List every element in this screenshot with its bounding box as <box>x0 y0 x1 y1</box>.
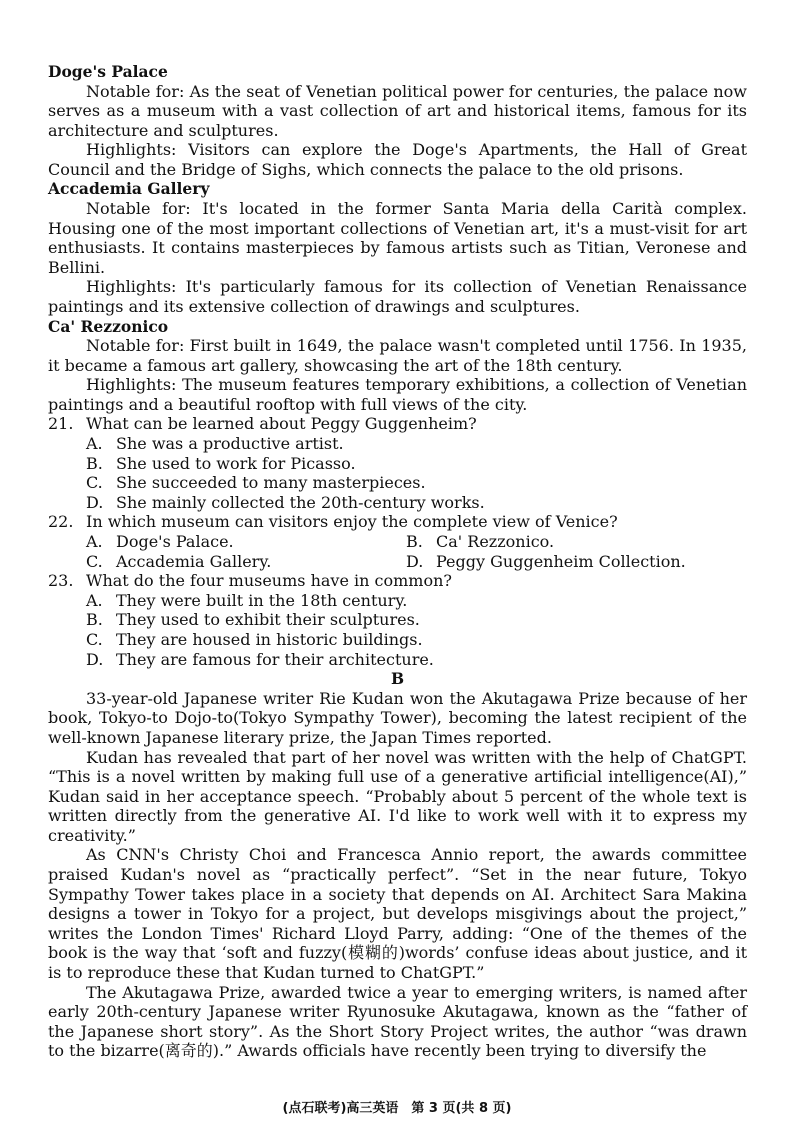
option-b <box>48 610 747 630</box>
option-text: Peggy Guggenheim Collection. <box>436 551 686 571</box>
option-b <box>48 454 747 474</box>
option-letter: A. <box>86 531 103 551</box>
option-a <box>86 532 406 552</box>
option-text: Ca' Rezzonico. <box>436 531 555 551</box>
option-text: She succeeded to many masterpieces. <box>116 473 426 493</box>
notable-for-paragraph: Notable for: As the seat of Venetian political power for centuries, the palace now serves as a museum with a vast collection of art and historical items, famous for its architecture and sculptures. <box>48 81 747 140</box>
option-c <box>48 630 747 650</box>
document-page <box>48 62 747 1061</box>
question-21 <box>48 414 747 512</box>
option-text: They used to exhibit their sculptures. <box>116 610 420 630</box>
option-letter: D. <box>86 492 104 512</box>
museum-ca-rezzonico <box>48 317 747 415</box>
option-text: They are famous for their architecture. <box>116 649 434 669</box>
option-c <box>48 473 747 493</box>
option-d <box>48 650 747 670</box>
passage-paragraph: As CNN's Christy Choi and Francesca Annio report, the awards committee praised Kudan's novel as “practically perfect”. “Set in the near future, Tokyo Sympathy Tower takes place in a society that depends on AI. Architect Sara Makina designs a tower in Tokyo for a project, but develops misgivings about the project,” writes the London Times' Richard Lloyd Parry, adding: “One of the themes of the book is the way that ‘soft and fuzzy(模糊的)words’ confuse ideas about justice, and it is to reproduce these that Kudan turned to ChatGPT.” <box>48 845 747 983</box>
highlights-paragraph: Highlights: Visitors can explore the Doge's Apartments, the Hall of Great Council and the Bridge of Sighs, which connects the palace to the old prisons. <box>48 140 747 179</box>
question-number: 23. <box>48 571 74 591</box>
option-text: She mainly collected the 20th-century works. <box>116 492 485 512</box>
question-stem <box>48 571 747 591</box>
option-row <box>48 532 747 552</box>
option-a <box>48 591 747 611</box>
option-letter: B. <box>86 610 103 630</box>
passage-paragraph: 33-year-old Japanese writer Rie Kudan won the Akutagawa Prize because of her book, Tokyo-to Dojo-to(Tokyo Sympathy Tower), becoming the latest recipient of the well-known Japanese literary prize, the Japan Times reported. <box>48 688 747 747</box>
museum-accademia-gallery <box>48 179 747 316</box>
option-letter: D. <box>406 551 424 571</box>
museum-heading: Ca' Rezzonico <box>48 316 169 336</box>
option-letter: A. <box>86 434 103 453</box>
highlights-paragraph: Highlights: The museum features temporary exhibitions, a collection of Venetian paintings and a beautiful rooftop with full views of the city. <box>48 375 747 414</box>
option-text: Doge's Palace. <box>116 531 234 551</box>
passage-paragraph: The Akutagawa Prize, awarded twice a year to emerging writers, is named after early 20th-century Japanese writer Ryunosuke Akutagawa, known as the “father of the Japanese short story”. As the Short Story Project writes, the author “was drawn to the bizarre(离奇的).” Awards officials have recently been trying to diversify the <box>48 982 747 1061</box>
question-22 <box>48 512 747 571</box>
option-letter: D. <box>86 649 104 669</box>
highlights-paragraph: Highlights: It's particularly famous for its collection of Venetian Renaissance paintings and its extensive collection of drawings and sculptures. <box>48 277 747 316</box>
option-letter: A. <box>86 590 103 610</box>
option-b <box>406 532 726 552</box>
question-number: 22. <box>48 512 74 532</box>
notable-for-paragraph: Notable for: It's located in the former Santa Maria della Carità complex. Housing one of the most important collections of Venetian art, it's a must-visit for art enthusiasts. It contains masterpieces by famous artists such as Titian, Veronese and Bellini. <box>48 198 747 277</box>
notable-for-paragraph: Notable for: First built in 1649, the palace wasn't completed until 1756. In 1935, it became a famous art gallery, showcasing the art of the 18th century. <box>48 336 747 375</box>
option-row <box>48 552 747 572</box>
option-c <box>86 552 406 572</box>
option-letter: C. <box>86 473 103 493</box>
option-letter: B. <box>406 531 423 551</box>
option-letter: B. <box>86 453 103 473</box>
museum-heading: Doge's Palace <box>48 62 168 81</box>
question-stem <box>48 512 747 532</box>
question-23 <box>48 571 747 669</box>
question-stem <box>48 414 747 434</box>
museum-doges-palace <box>48 62 747 179</box>
option-d <box>48 493 747 513</box>
option-letter: C. <box>86 551 103 571</box>
option-text: They are housed in historic buildings. <box>116 629 423 649</box>
option-d <box>406 552 726 572</box>
option-text: Accademia Gallery. <box>116 551 272 571</box>
option-a <box>48 434 747 454</box>
option-text: She used to work for Picasso. <box>116 453 356 473</box>
section-label: B <box>390 669 405 689</box>
museum-heading: Accademia Gallery <box>48 179 210 199</box>
option-text: They were built in the 18th century. <box>116 590 408 610</box>
question-text: In which museum can visitors enjoy the complete view of Venice? <box>86 512 618 532</box>
page-footer: (点石联考)高三英语 第 3 页(共 8 页) <box>282 1101 512 1116</box>
passage-paragraph: Kudan has revealed that part of her novel was written with the help of ChatGPT. “This is a novel written by making full use of a generative artificial intelligence(AI),” Kudan said in her acceptance speech. “Probably about 5 percent of the whole text is written directly from the generative AI. I'd like to work well with it to express my creativity.” <box>48 747 747 845</box>
question-number: 21. <box>48 414 74 434</box>
option-letter: C. <box>86 629 103 649</box>
option-text: She was a productive artist. <box>116 434 344 453</box>
question-text: What do the four museums have in common? <box>86 571 452 591</box>
question-text: What can be learned about Peggy Guggenheim? <box>86 414 477 434</box>
section-b <box>48 669 747 1061</box>
